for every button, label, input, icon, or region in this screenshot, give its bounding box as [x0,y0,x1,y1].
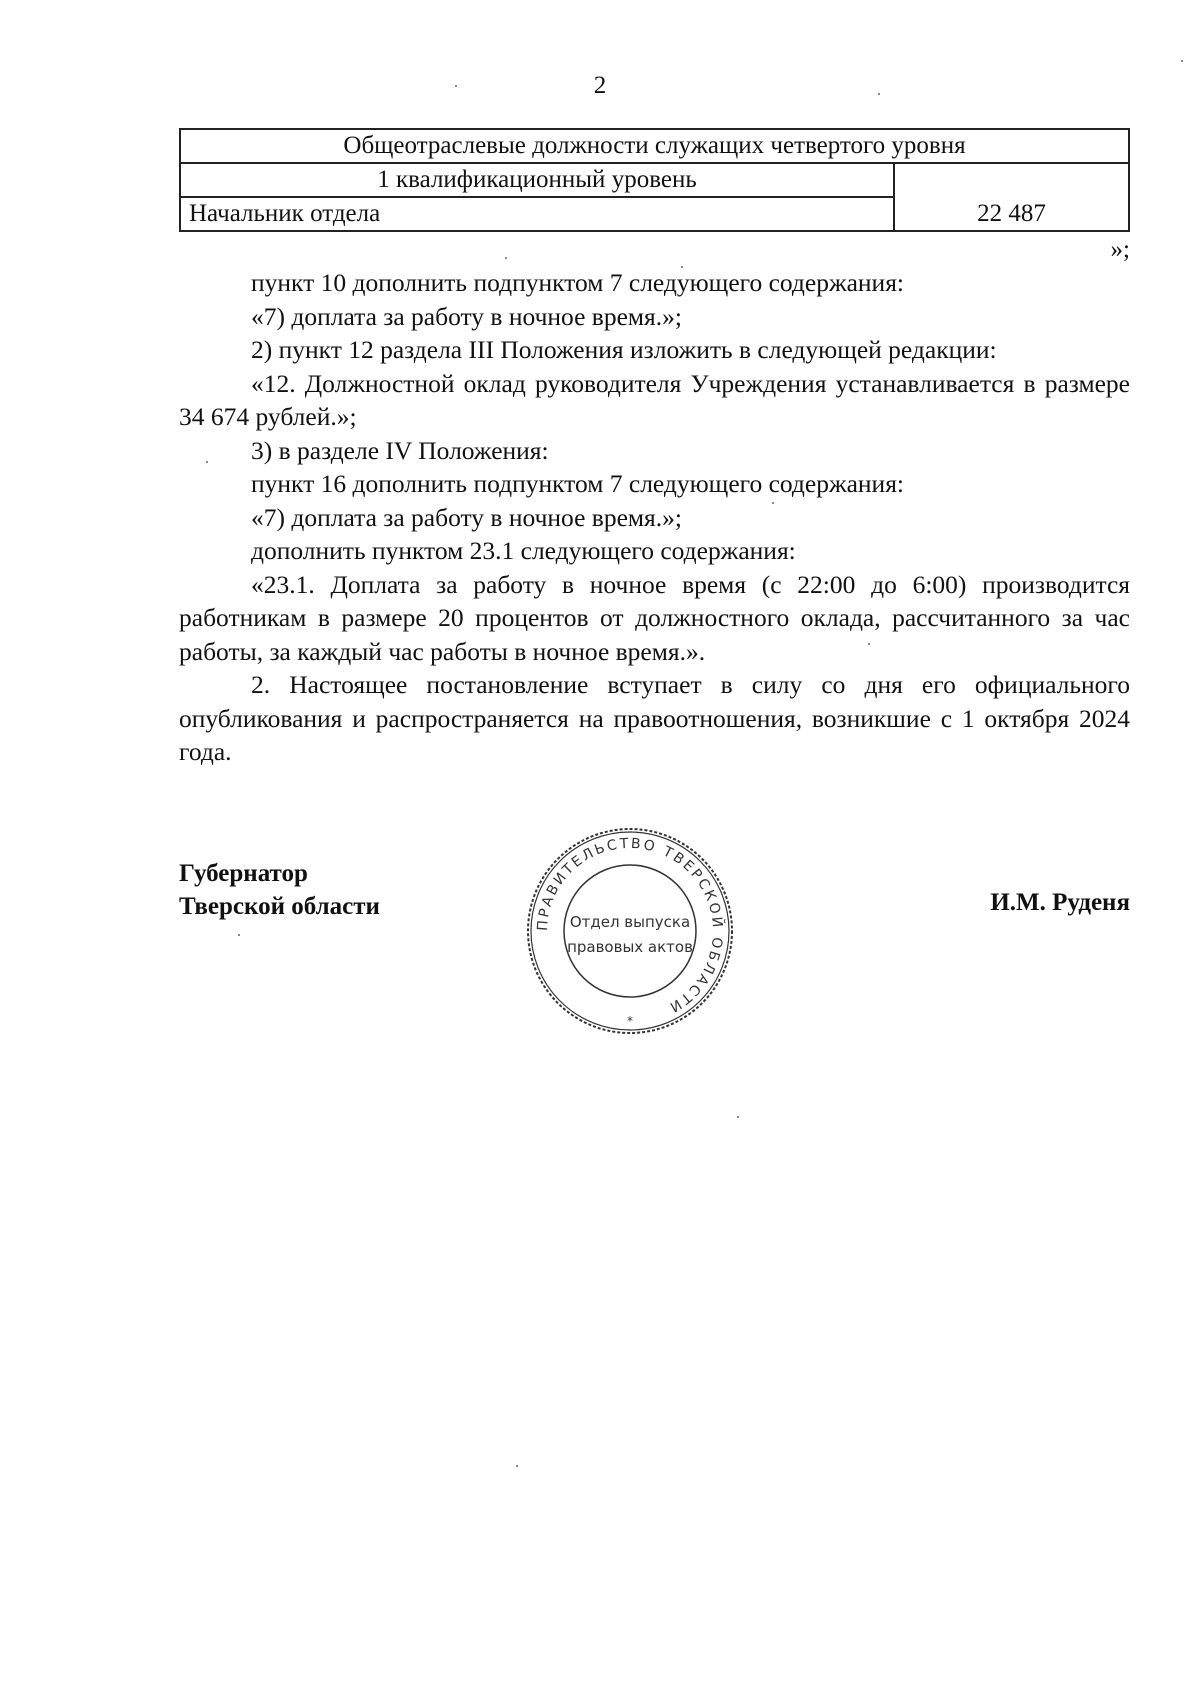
paragraph: «7) доплата за работу в ночное время.»; [251,301,682,331]
scan-speck [878,93,880,95]
table-row [180,129,1129,163]
closing-quote: »; [1110,236,1130,263]
group-header-cell: Общеотраслевые должности служащих четвертого уровня [180,129,1129,163]
paragraph: пункт 10 дополнить подпунктом 7 следующего содержания: [251,268,905,297]
stamp-star: * [627,1014,633,1028]
scan-speck [238,934,240,936]
signature-role [179,857,380,923]
scan-speck [772,502,774,504]
stamp-center-line: правовых актов [567,938,693,956]
scan-speck [737,1116,739,1118]
paragraph: дополнить пунктом 23.1 следующего содержания: [251,536,796,565]
signature-role-line: Тверской области [179,893,380,920]
level-header-cell: 1 квалификационный уровень [180,163,894,197]
paragraph: «23.1. Доплата за работу в ночное время (с 22:00 до 6:00) производится работникам в размере 20 процентов от должностного оклада, рассчитанного за час работы, за каждый час работы в ночное время.». [179,569,1130,666]
paragraph: 3) в разделе IV Положения: [251,435,549,465]
scan-speck [455,85,457,87]
stamp-ring-text: ПРАВИТЕЛЬСТВО ТВЕРСКОЙ ОБЛАСТИ [534,835,726,1016]
scan-speck [868,643,870,645]
scan-speck [505,257,507,259]
paragraph: пункт 16 дополнить подпунктом 7 следующего содержания: [251,469,905,498]
position-cell: Начальник отдела [180,197,894,231]
amount-cell: 22 487 [894,163,1129,231]
document-body [179,266,1130,769]
scan-speck [516,1465,518,1467]
salary-table [179,128,1130,232]
table-row [180,163,1129,197]
scan-speck [1181,60,1183,62]
scan-speck [681,266,683,268]
official-stamp [524,825,736,1037]
stamp-center-line: Отдел выпуска [569,913,691,931]
paragraph: 2) пункт 12 раздела III Положения изложить в следующей редакции: [251,335,997,364]
signature-role-line: Губернатор [179,860,308,887]
paragraph: «12. Должностной оклад руководителя Учреждения устанавливается в размере 34 674 рублей.»; [179,368,1130,431]
scan-speck [206,461,208,463]
paragraph: «7) доплата за работу в ночное время.»; [251,502,682,532]
paragraph: 2. Настоящее постановление вступает в силу со дня его официального опубликования и распространяется на правоотношения, возникшие с 1 октября 2024 года. [179,670,1130,766]
signature-name: И.М. Руденя [990,889,1130,916]
page-number: 2 [593,72,607,99]
